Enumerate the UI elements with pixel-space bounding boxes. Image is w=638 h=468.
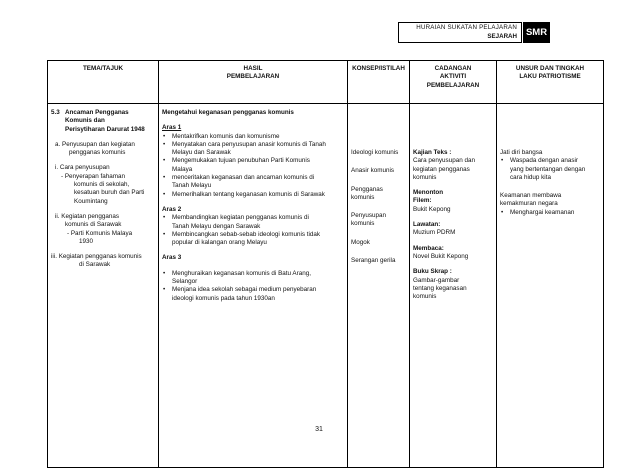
tema-i-dash-2: komunis di sekolah, [74,181,130,189]
tema-iii-1: iii. Kegiatan pengganas komunis [51,253,142,261]
aras-3-heading: Aras 3 [162,254,182,262]
list-item-line: cara hidup kita [510,173,551,181]
keamanan-label-2: kemakmuran negara [500,200,558,208]
list-item-line: • Memerihalkan tentang keganasan komunis di Sarawak [172,190,325,198]
lawatan-value: Muzium PDRM [413,229,456,237]
list-item-line: Melayu dan Sarawak [172,149,231,157]
tema-i-dash-1: - Penyerapan fahaman [61,172,126,180]
tema-ii-1: ii. Kegiatan pengganas [55,212,120,220]
list-item-line: • Membincangkan sebab-sebab ideologi komunis tidak [172,230,321,238]
list-item [162,174,344,191]
tema-ii-dash-1: - Parti Komunis Malaya [67,229,133,237]
buku-skrap-2: tentang keganasan [413,284,467,292]
list-item-line: • Menyatakan cara penyusupan anasir komunis di Tanah [172,140,326,148]
col-header-konsep: KONSEP/ISTILAH [348,61,410,104]
cell-tema [48,104,159,468]
filem-label: Filem: [413,197,432,205]
konsep-mogok: Mogok [351,238,370,246]
tema-ii-dash-2: 1930 [79,237,94,245]
table-header-row [48,61,604,104]
lawatan-label: Lawatan: [413,221,441,229]
list-item [162,286,344,303]
tema-i-dash-4: Koumintang [74,197,108,205]
list-item [500,209,600,217]
list-item [162,133,344,141]
col-header-cadangan: CADANGAN AKTIVITI PEMBELAJARAN [410,61,497,104]
list-item-line: yang bertentangan dengan [510,165,586,173]
list-item [162,270,344,287]
aras-1-heading: Aras 1 [162,124,182,132]
list-item-line: • Mengemukakan tujuan penubuhan Parti Komunis [172,157,310,165]
topic-number: 5.3 [51,109,60,116]
list-item-line: • Membandingkan kegiatan pengganas komunis di [172,214,309,222]
list-item [162,141,344,158]
topic-title-1: Ancaman Pengganas [65,109,129,116]
aras-2-list [162,214,344,247]
keamanan-label-1: Keamanan membawa [500,192,562,200]
tema-i-1: i. Cara penyusupan [55,164,110,172]
cell-hasil [159,104,348,468]
jati-diri-list [500,157,600,182]
list-item-line: • Mentakrifkan komunis dan komunisme [172,132,280,140]
list-item-line: Malaya [172,165,193,173]
filem-value: Bukit Kepong [413,205,451,213]
buku-skrap-3: komunis [413,293,437,301]
aras-1-list [162,133,344,199]
hasil-intro: Mengetahui keganasan pengganas komunis [162,109,294,116]
tema-i-dash-3: kesatuan buruh dan Parti [74,189,145,197]
syllabus-table [47,60,604,468]
menonton-label: Menonton [413,189,444,197]
buku-skrap-1: Gambar-gambar [413,276,460,284]
table-row [48,104,604,468]
list-item-line: ideologi komunis pada tahun 1930an [172,294,275,302]
list-item-line: Tanah Melayu [172,182,212,190]
jati-diri-label: Jati diri bangsa [500,149,543,156]
cell-konsep [348,104,410,468]
list-item-line: • Menjana idea sekolah sebagai medium penyebaran [172,286,317,294]
keamanan-list [500,209,600,217]
list-item-line: Selangor [172,278,198,286]
col-header-unsur: UNSUR DAN TINGKAH LAKU PATRIOTISME [497,61,604,104]
col-header-tema: TEMA/TAJUK [48,61,159,104]
header-subject-title: HURAIAN SUKATAN PELAJARAN [416,24,517,31]
kajian-teks-3: komunis [413,173,437,181]
list-item-line: popular di kalangan orang Melayu [172,239,267,247]
cell-cadangan [410,104,497,468]
tema-ii-2: komunis di Sarawak [65,221,122,229]
page-number: 31 [315,426,323,433]
kajian-teks-label: Kajian Teks : [413,149,452,156]
topic-title-2: Komunis dan [65,117,105,125]
konsep-gerila: Serangan gerila [351,257,396,265]
list-item-line: • Menghuraikan keganasan komunis di Batu Arang, [172,269,311,277]
aras-3-list [162,270,344,303]
konsep-anasir: Anasir komunis [351,167,395,175]
konsep-penyusupan-2: komunis [351,220,375,228]
cell-unsur [497,104,604,468]
list-item-line: • Menghargai keamanan [510,208,575,216]
kajian-teks-2: kegiatan pengganas [413,165,470,173]
konsep-ideologi: Ideologi komunis [351,149,399,156]
list-item [500,157,600,182]
topic-title-3: Perisytiharan Darurat 1948 [65,125,145,133]
konsep-pengganas-2: komunis [351,193,375,201]
header-subject: SEJARAH [487,33,517,40]
tema-a-1: a. Penyusupan dan kegiatan [55,140,135,148]
list-item [162,191,344,199]
tema-iii-2: di Sarawak [79,261,111,269]
membaca-value: Novel Bukit Kepong [413,252,469,260]
tema-a-2: pengganas komunis [69,149,126,157]
konsep-pengganas-1: Pengganas [351,185,383,193]
col-header-hasil: HASIL PEMBELAJARAN [159,61,348,104]
list-item-line: Tanah Melayu dengan Sarawak [172,222,261,230]
list-item [162,231,344,248]
aras-2-heading: Aras 2 [162,205,182,213]
buku-skrap-label: Buku Skrap : [413,268,452,276]
list-item-line: • Waspada dengan anasir [510,157,579,165]
list-item [162,157,344,174]
membaca-label: Membaca: [413,244,444,252]
konsep-penyusupan-1: Penyusupan [351,212,387,220]
kajian-teks-1: Cara penyusupan dan [413,157,475,165]
header-box [398,22,522,43]
list-item-line: • menceritakan keganasan dan ancaman komunis di [172,174,315,182]
header-badge: SMR [523,22,550,43]
page-header [398,22,550,44]
list-item [162,214,344,231]
